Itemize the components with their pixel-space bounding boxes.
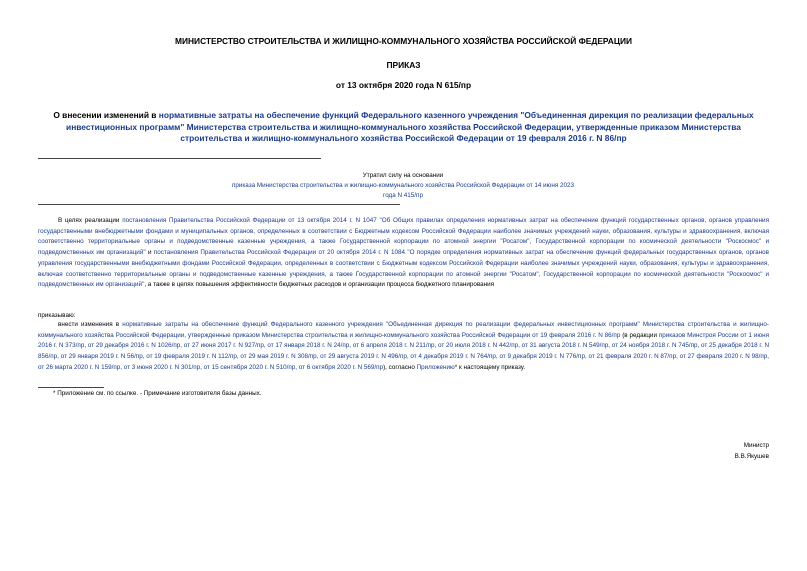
paragraph-text: (в редакции	[620, 331, 659, 339]
separator-line	[38, 204, 400, 205]
paragraph-text: , а также в целях повышения эффективности бюджетных расходов и организации процесса бюджетного планирования	[144, 281, 495, 289]
status-note-text: Утратил силу на основании	[362, 172, 444, 179]
signatory-name: В.В.Якушев	[734, 453, 769, 460]
order-paragraph	[38, 320, 769, 374]
order-word: приказываю:	[38, 312, 76, 319]
status-note	[230, 171, 576, 201]
decree-1047-link[interactable]: постановления Правительства Российской Федерации от 13 октября 2014 г. N 1047 "Об Общих правилах определения нормативных затрат на обеспечение функций государственных органов, органов управления государственными внебюджетными фондами и муниципальных органов, определенных в соответствии с Бюджетным кодексом Российской Федерации наиболее значимых учреждений науки, образования, культуры и здравоохранения, включая соответственно территориальные органы и подведомственные казенные учреждения, а также Государственной корпорации по атомной энергии "Росатом", Государственной корпорации по космической деятельности "Роскосмос" и подведомственных им организаций"	[38, 217, 769, 257]
ministry-heading: МИНИСТЕРСТВО СТРОИТЕЛЬСТВА И ЖИЛИЩНО-КОММУНАЛЬНОГО ХОЗЯЙСТВА РОССИЙСКОЙ ФЕДЕРАЦИИ	[175, 36, 632, 46]
paragraph-text: внести изменения в	[58, 321, 123, 328]
paragraph-text: ), согласно	[383, 363, 417, 371]
normative-costs-link[interactable]: нормативные затраты на обеспечение функций Федерального казенного учреждения "Объединенная дирекция по реализации федеральных инвестиционных программ" Министерства строительства и жилищно-коммунального хозяйства Российской Федерации, утвержденные приказом Министерства строительства и жилищно-коммунального хозяйства Российской Федерации от 19 февраля 2016 г. N 86/пр	[38, 321, 769, 339]
signature-block	[735, 440, 769, 462]
date-number-heading: от 13 октября 2020 года N 615/пр	[335, 80, 472, 90]
preamble-paragraph	[38, 216, 769, 291]
footnote: * Приложение см. по ссылке. - Примечание изготовителя базы данных.	[53, 390, 262, 397]
signatory-position: Министр	[743, 442, 769, 449]
status-note-link[interactable]: приказа Министерства строительства и жилищно-коммунального хозяйства Российской Федерации от 14 июня 2023 года N 415/пр	[231, 182, 575, 199]
appendix-link[interactable]: Приложению	[416, 363, 455, 371]
title-link[interactable]: нормативные затраты на обеспечение функций Федерального казенного учреждения "Объединенная дирекция по реализации федеральных инвестиционных программ" Министерства строительства и жилищно-коммунального хозяйства Российской Федерации, утвержденные приказом Министерства строительства и жилищно-коммунального хозяйства Российской Федерации от 19 февраля 2016 г. N 86/пр	[66, 110, 754, 143]
paragraph-text: и	[145, 249, 154, 257]
footnote-separator	[38, 387, 104, 388]
doc-type-heading: ПРИКАЗ	[386, 60, 421, 70]
title-text: О внесении изменений в	[53, 110, 159, 120]
paragraph-text: * к настоящему приказу.	[454, 363, 526, 371]
paragraph-text: В целях реализации	[58, 217, 123, 224]
decree-1084-link[interactable]: постановления Правительства Российской Федерации от 20 октября 2014 г. N 1084 "О порядке определения нормативных затрат на обеспечение функций федеральных государственных органов, органов управления государственными внебюджетными фондами Российской Федерации, определенных в соответствии с Бюджетным кодексом Российской Федерации наиболее значимых учреждений науки, образования, культуры и здравоохранения, включая соответственно территориальные органы и подведомственные казенные учреждения, а также Государственной корпорации по атомной энергии "Росатом", Государственной корпорации по космической деятельности "Роскосмос" и подведомственных им организаций"	[38, 249, 769, 289]
document-title	[38, 110, 769, 145]
separator-line	[38, 158, 321, 159]
amending-orders-link[interactable]: приказов Минстроя России от 1 июня 2016 г. N 373/пр, от 29 декабря 2016 г. N 1026/пр, от 27 июня 2017 г. N 927/пр, от 17 января 2018 г. N 24/пр, от 6 апреля 2018 г. N 211/пр, от 20 июля 2018 г. N 442/пр, от 31 августа 2018 г. N 549/пр, от 24 ноября 2018 г. N 745/пр, от 25 декабря 2018 г. N 856/пр, от 29 января 2019 г. N 56/пр, от 19 февраля 2019 г. N 112/пр, от 29 мая 2019 г. N 308/пр, от 29 августа 2019 г. N 496/пр, от 4 декабря 2019 г. N 764/пр, от 9 декабря 2019 г. N 776/пр, от 21 февраля 2020 г. N 87/пр, от 27 февраля 2020 г. N 98/пр, от 26 марта 2020 г. N 159/пр, от 3 июня 2020 г. N 301/пр, от 15 сентября 2020 г. N 510/пр, от 6 октября 2020 г. N 569/пр	[38, 331, 769, 371]
